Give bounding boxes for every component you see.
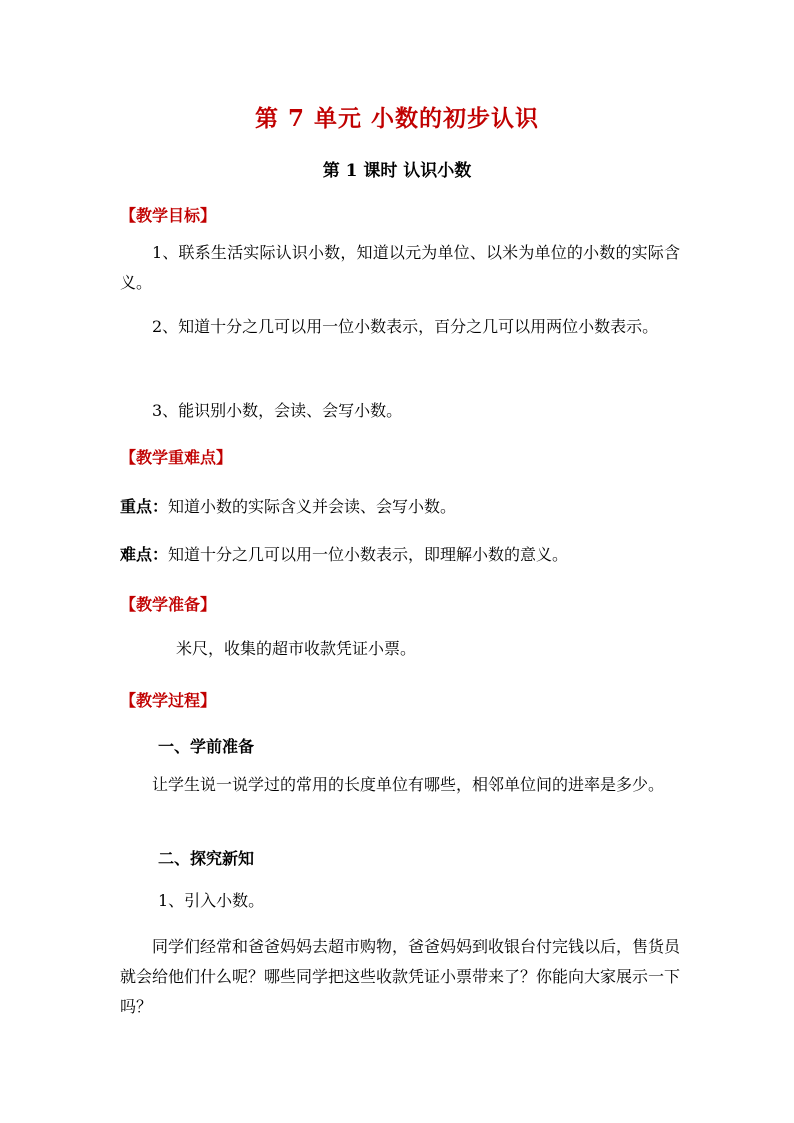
difficult-point-text: 知道十分之几可以用一位小数表示，即理解小数的意义。 (168, 545, 569, 564)
goal-item-2: 2、知道十分之几可以用一位小数表示，百分之几可以用两位小数表示。 (152, 317, 659, 336)
section-heading-process: 【教学过程】 (120, 691, 217, 710)
section-heading-prep: 【教学准备】 (120, 595, 217, 614)
unit-title: 第 7 单元 小数的初步认识 (254, 105, 540, 132)
prep-text: 米尺，收集的超市收款凭证小票。 (176, 639, 417, 658)
section-heading-key-points: 【教学重难点】 (120, 448, 233, 467)
step2-title: 二、探究新知 (158, 849, 255, 868)
section-heading-goals: 【教学目标】 (120, 206, 217, 225)
step1-title: 一、学前准备 (158, 737, 255, 756)
step1-text: 让学生说一说学过的常用的长度单位有哪些，相邻单位间的进率是多少。 (152, 775, 665, 794)
key-point-line (120, 492, 456, 522)
key-point-text: 知道小数的实际含义并会读、会写小数。 (168, 497, 457, 516)
difficult-point-label: 难点： (120, 545, 169, 564)
goal-item-3: 3、能识别小数，会读、会写小数。 (152, 401, 403, 420)
difficult-point-line (120, 540, 568, 570)
lesson-subtitle: 第 1 课时 认识小数 (322, 161, 472, 181)
key-point-label: 重点： (120, 497, 169, 516)
step2-subtitle: 1、引入小数。 (158, 891, 265, 910)
step2-text: 同学们经常和爸爸妈妈去超市购物，爸爸妈妈到收银台付完钱以后，售货员就会给他们什么呢？哪些同学把这些收款凭证小票带来了？你能向大家展示一下吗？ (120, 937, 681, 1016)
goal-item-1: 1、联系生活实际认识小数，知道以元为单位、以米为单位的小数的实际含义。 (120, 243, 680, 292)
